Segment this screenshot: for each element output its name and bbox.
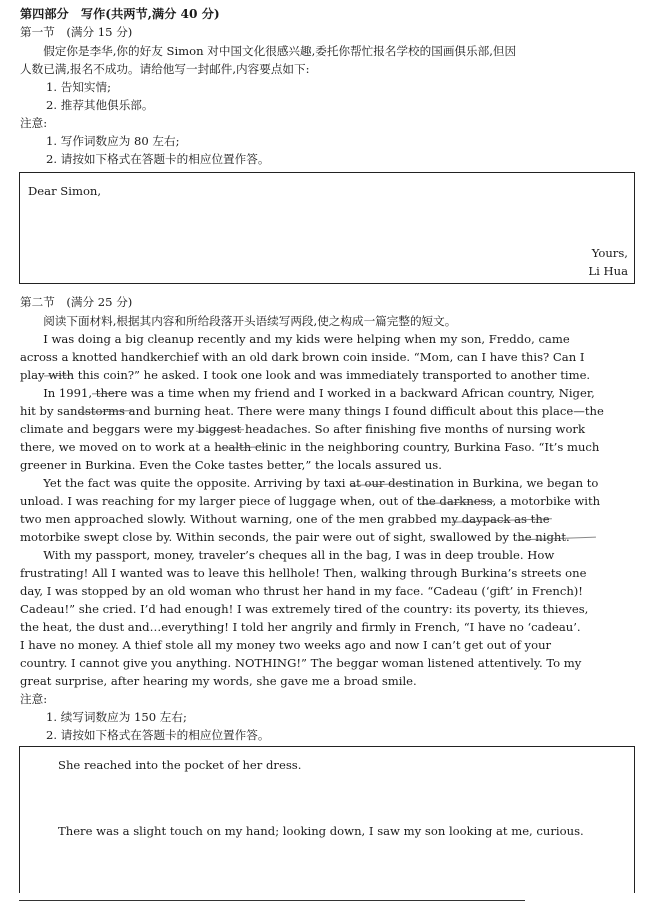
story-line: across a knotted handkerchief with an old dark brown coin inside. “Mom, can I have this? Can I xyxy=(20,350,585,364)
section2-note: 2. 请按如下格式在答题卡的相应位置作答。 xyxy=(46,728,270,742)
story-line: there, we moved on to work at a health clinic in the neighboring country, Burkina Faso. “It’s much xyxy=(20,440,600,454)
section2-note: 1. 续写词数应为 150 左右; xyxy=(46,710,187,724)
section1-heading: 第一节 (满分 15 分) xyxy=(20,25,133,39)
story-line: greener in Burkina. Even the Coke tastes better,” the locals assured us. xyxy=(20,458,442,472)
section1-note: 1. 写作词数应为 80 左右; xyxy=(46,134,180,148)
story-line: hit by sandstorms and burning heat. There were many things I found difficult about this place—the xyxy=(20,404,604,418)
answer-box-bottom-line xyxy=(19,900,525,901)
story-line: frustrating! All I wanted was to leave this hellhole! Then, walking through Burkina’s streets one xyxy=(20,566,587,580)
letter-greeting: Dear Simon, xyxy=(28,184,102,198)
section1-prompt-line2: 人数已满,报名不成功。请给他写一封邮件,内容要点如下: xyxy=(20,62,310,76)
letter-signature: Li Hua xyxy=(588,264,628,278)
section2-notes-label: 注意: xyxy=(20,692,48,706)
story-line: motorbike swept close by. Within seconds, the pair were out of sight, swallowed by the night. xyxy=(20,530,570,544)
section1-prompt-line1: 假定你是李华,你的好友 Simon 对中国文化很感兴趣,委托你帮忙报名学校的国画俱乐部,但因 xyxy=(20,44,517,58)
story-line: In 1991, there was a time when my friend and I worked in a backward African country, Niger, xyxy=(20,386,595,400)
story-line: great surprise, after hearing my words, she gave me a broad smile. xyxy=(20,674,417,688)
section2-instruction: 阅读下面材料,根据其内容和所给段落开头语续写两段,使之构成一篇完整的短文。 xyxy=(20,314,457,328)
story-line: climate and beggars were my biggest headaches. So after finishing five months of nursing work xyxy=(20,422,585,436)
story-line: day, I was stopped by an old woman who thrust her hand in my face. “Cadeau (‘gift’ in French)! xyxy=(20,584,583,598)
letter-answer-box[interactable] xyxy=(19,172,635,284)
story-line: two men approached slowly. Without warning, one of the men grabbed my daypack as the xyxy=(20,512,550,526)
story-line: I was doing a big cleanup recently and my kids were helping when my son, Freddo, came xyxy=(20,332,570,346)
section1-point: 1. 告知实情; xyxy=(46,80,112,94)
letter-closing: Yours, xyxy=(591,246,628,260)
section1-note: 2. 请按如下格式在答题卡的相应位置作答。 xyxy=(46,152,270,166)
part-title: 第四部分 写作(共两节,满分 40 分) xyxy=(20,7,220,21)
section2-heading: 第二节 (满分 25 分) xyxy=(20,295,133,309)
story-line: Yet the fact was quite the opposite. Arriving by taxi at our destination in Burkina, we began to xyxy=(20,476,599,490)
story-line: With my passport, money, traveler’s cheques all in the bag, I was in deep trouble. How xyxy=(20,548,555,562)
story-line: country. I cannot give you anything. NOTHING!” The beggar woman listened attentively. To my xyxy=(20,656,582,670)
story-line: play with this coin?” he asked. I took one look and was immediately transported to another time. xyxy=(20,368,591,382)
story-line: I have no money. A thief stole all my money two weeks ago and now I can’t get out of your xyxy=(20,638,552,652)
story-line: Cadeau!” she cried. I’d had enough! I was extremely tired of the country: its poverty, its thieves, xyxy=(20,602,589,616)
continuation-answer-box[interactable] xyxy=(19,746,635,893)
section1-point: 2. 推荐其他俱乐部。 xyxy=(46,98,154,112)
story-line: the heat, the dust and…everything! I told her angrily and firmly in French, “I have no ‘cadeau’. xyxy=(20,620,581,634)
story-line: unload. I was reaching for my larger piece of luggage when, out of the darkness, a motorbike with xyxy=(20,494,601,508)
section1-notes-label: 注意: xyxy=(20,116,48,130)
paragraph2-opening: There was a slight touch on my hand; looking down, I saw my son looking at me, curious. xyxy=(58,824,584,838)
paragraph1-opening: She reached into the pocket of her dress. xyxy=(58,758,302,772)
